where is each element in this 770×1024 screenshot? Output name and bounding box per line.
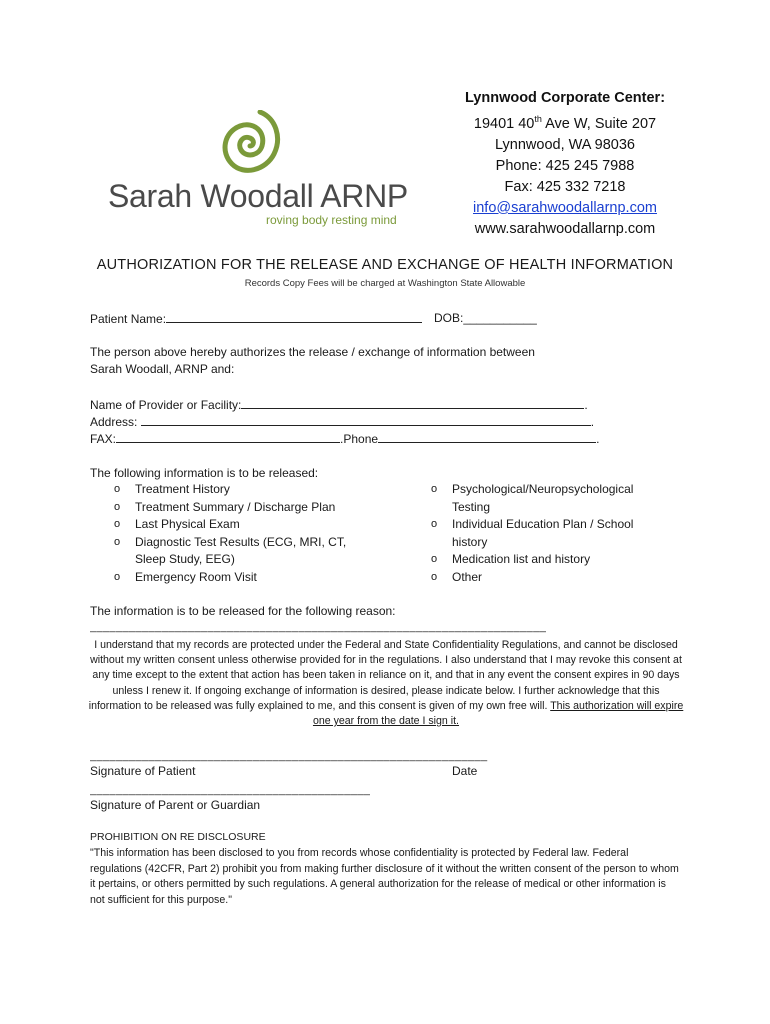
street-sup: th — [534, 114, 542, 124]
option-label: Diagnostic Test Results (ECG, MRI, CT, — [135, 534, 347, 549]
option-label: Emergency Room Visit — [135, 569, 257, 584]
authorize-line-2: Sarah Woodall, ARNP and: — [90, 362, 235, 376]
checkbox-bullet[interactable]: o — [114, 570, 121, 583]
form-subtitle: Records Copy Fees will be charged at Washington State Allowable — [244, 278, 526, 289]
info-released-label: The following information is to be released: — [90, 466, 319, 480]
option-medication-list[interactable] — [407, 551, 707, 569]
authorize-line-1: The person above hereby authorizes the release / exchange of information between — [90, 345, 535, 359]
reason-label: The information is to be released for the following reason: — [90, 604, 396, 618]
provider-row — [90, 396, 588, 414]
option-label: Treatment Summary / Discharge Plan — [135, 499, 336, 514]
option-label: Individual Education Plan / School — [452, 517, 634, 531]
checkbox-bullet[interactable]: o — [114, 483, 121, 495]
consent-expire-note: This authorization will expire one year from the date I sign it. — [312, 699, 684, 728]
contact-phone: Phone: 425 245 7988 — [495, 157, 635, 174]
contact-fax: Fax: 425 332 7218 — [504, 178, 626, 195]
patient-name-label: Patient Name: — [90, 312, 167, 326]
contact-heading: Lynnwood Corporate Center: — [464, 90, 666, 106]
option-label: history — [452, 534, 488, 549]
option-psych-testing-cont — [407, 499, 707, 517]
option-label: Treatment History — [135, 482, 230, 496]
patient-signature-field[interactable]: _____________________________________________________________ — [90, 750, 488, 762]
checkbox-bullet[interactable]: o — [431, 553, 438, 565]
consent-text: I understand that my records are protected under the Federal and State Confidentiality Regulations, and cannot be disclosed without my written consent unless otherwise provided for in the regulations. I also understand that I may revoke this consent at any time except to the extent that action has been taken in reliance on it, and that in any event the consent expires in 90 days unless I renew it. If ongoing exchange of information is desired, please indicate below. I further acknowledge that this information to be released was fully explained to me, and this consent is given of my own free will. — [88, 639, 682, 712]
provider-label: Name of Provider or Facility: — [90, 398, 242, 412]
dob-field[interactable]: DOB:___________ — [434, 311, 537, 325]
signature-patient-label: Signature of Patient — [90, 764, 196, 778]
street-number: 19401 40 — [473, 115, 535, 132]
option-diagnostic-results-cont — [90, 551, 410, 569]
phone-field[interactable] — [378, 430, 596, 443]
address-row — [90, 413, 594, 431]
left-options-list — [90, 481, 410, 586]
address-period: . — [590, 415, 595, 429]
prohibition-text: "This information has been disclosed to you from records whose confidentiality is protected by Federal law. Federal regulations (42CFR, Part 2) prohibit you from making further disclosure of it without the written consent of the person to whom it pertains, or others permitted by such regulations. A general authorization for the release of medical or other information is not sufficient for this purpose." — [90, 847, 679, 906]
option-iep[interactable] — [407, 516, 707, 534]
address-label: Address: — [90, 415, 138, 429]
phone-period: . — [596, 432, 600, 446]
checkbox-bullet[interactable]: o — [114, 535, 121, 548]
consent-paragraph — [88, 638, 684, 729]
checkbox-bullet[interactable]: o — [114, 500, 121, 513]
phone-label: Phone — [343, 432, 379, 446]
fax-phone-row — [90, 430, 599, 448]
street-rest: Ave W, Suite 207 — [541, 115, 657, 132]
checkbox-bullet[interactable]: o — [431, 518, 438, 530]
option-psych-testing[interactable] — [407, 481, 707, 499]
right-options-list — [407, 481, 707, 586]
patient-name-field[interactable] — [166, 310, 422, 323]
spiral-logo-icon — [216, 110, 296, 182]
option-label: Psychological/Neuropsychological — [452, 482, 634, 496]
contact-block — [440, 88, 690, 240]
option-treatment-history[interactable] — [90, 481, 410, 499]
signature-guardian-label: Signature of Parent or Guardian — [90, 798, 261, 812]
patient-name-row — [90, 310, 422, 328]
logo-tagline: roving body resting mind — [266, 213, 397, 227]
address-field[interactable] — [141, 413, 591, 426]
contact-website: www.sarahwoodallarnp.com — [474, 220, 656, 237]
provider-period: . — [584, 398, 588, 412]
option-other[interactable] — [407, 569, 707, 587]
fax-field[interactable] — [116, 430, 340, 443]
practice-logo — [108, 110, 408, 230]
contact-city: Lynnwood, WA 98036 — [495, 136, 635, 153]
fax-period: . — [340, 432, 344, 446]
reason-field[interactable]: ______________________________________________________________________ — [90, 621, 547, 633]
option-er-visit[interactable] — [90, 569, 410, 587]
option-iep-cont — [407, 534, 707, 552]
option-label: Medication list and history — [452, 552, 591, 566]
form-title: AUTHORIZATION FOR THE RELEASE AND EXCHANGE OF HEALTH INFORMATION — [96, 257, 674, 273]
logo-name: Sarah Woodall ARNP — [108, 178, 408, 214]
option-diagnostic-results[interactable] — [90, 534, 410, 552]
option-label: Sleep Study, EEG) — [135, 552, 235, 566]
contact-street — [440, 109, 690, 135]
contact-email-link[interactable]: info@sarahwoodallarnp.com — [473, 199, 657, 216]
checkbox-bullet[interactable]: o — [114, 518, 121, 530]
checkbox-bullet[interactable]: o — [431, 570, 438, 583]
option-last-physical[interactable] — [90, 516, 410, 534]
option-treatment-summary[interactable] — [90, 499, 410, 517]
option-label: Other — [452, 569, 483, 584]
guardian-signature-field[interactable]: ___________________________________________ — [90, 784, 371, 796]
fax-label: FAX: — [90, 432, 117, 446]
checkbox-bullet[interactable]: o — [431, 483, 438, 495]
option-label: Testing — [452, 499, 491, 514]
option-label: Last Physical Exam — [135, 517, 240, 531]
provider-field[interactable] — [241, 396, 584, 409]
date-label: Date — [452, 764, 478, 778]
prohibition-heading: PROHIBITION ON RE DISCLOSURE — [90, 831, 266, 843]
